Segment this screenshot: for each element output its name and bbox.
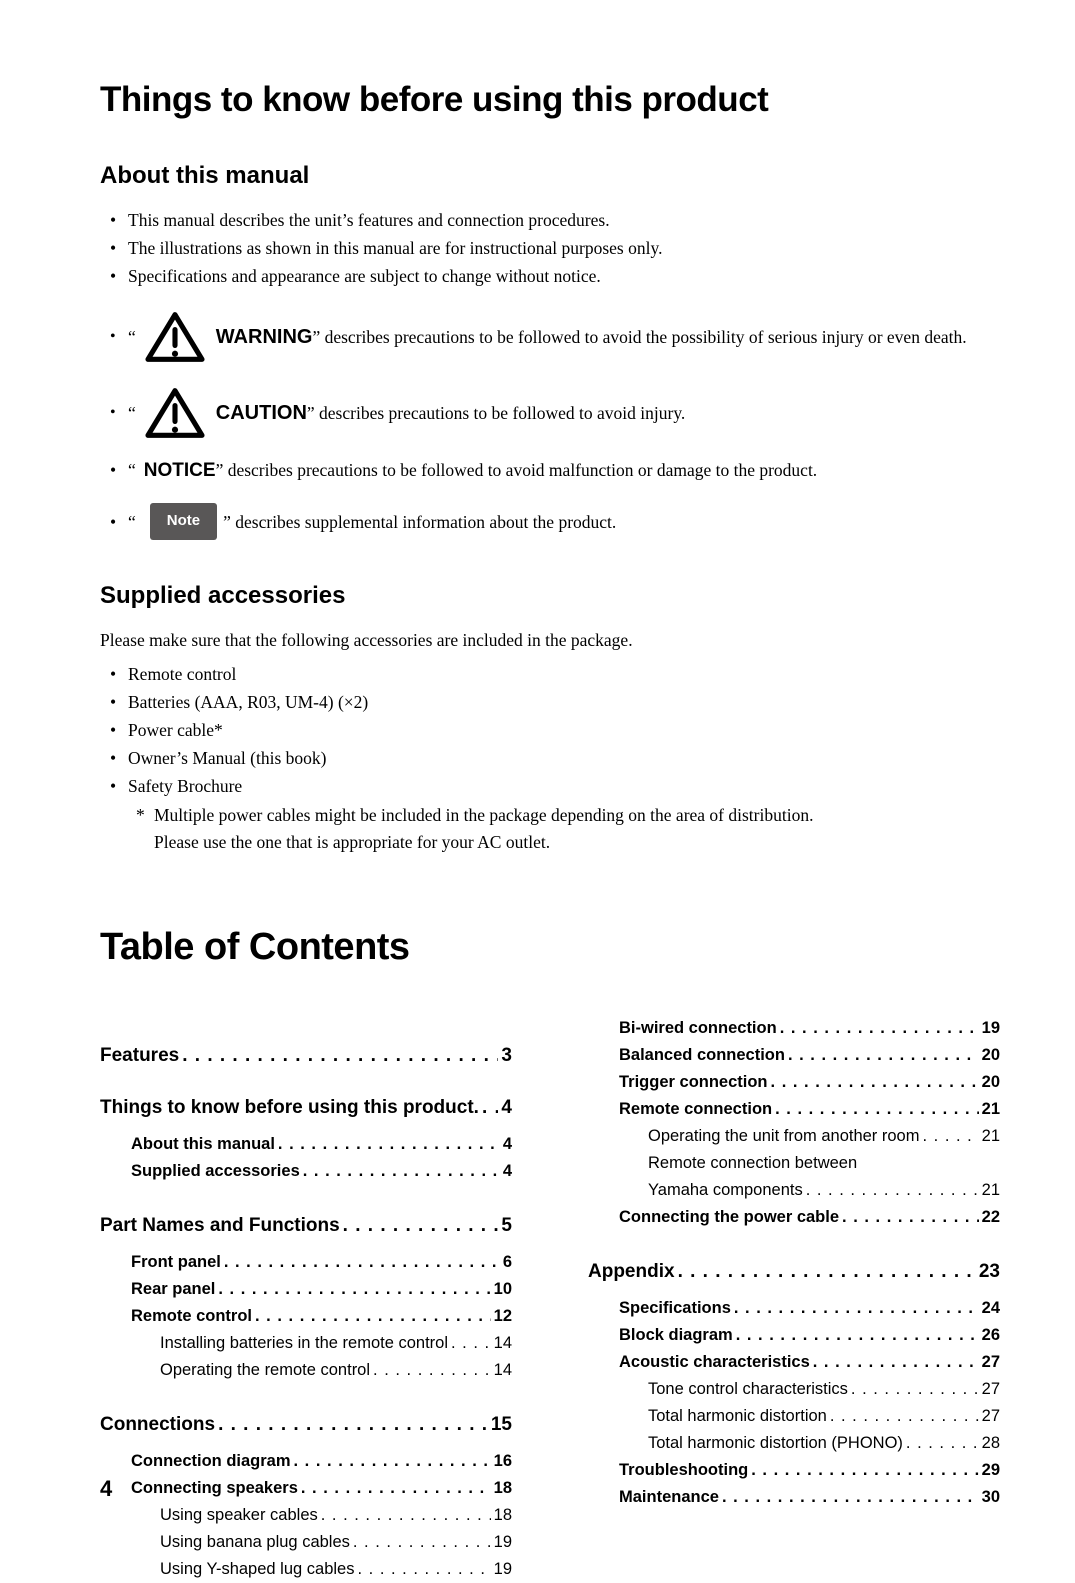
toc-entry-label: Part Names and Functions bbox=[100, 1215, 340, 1236]
toc-entry[interactable] bbox=[100, 1131, 512, 1158]
toc-entry-page: 21 bbox=[981, 1100, 1000, 1118]
toc-entry-label: Using banana plug cables bbox=[160, 1533, 350, 1551]
toc-entry-label: Specifications bbox=[619, 1299, 731, 1317]
bullet-item: • Specifications and appearance are subject to change without notice. bbox=[100, 262, 980, 290]
bullet-item: • Owner’s Manual (this book) bbox=[100, 744, 980, 772]
toc-leader-dots bbox=[678, 1261, 976, 1283]
bullet-marker bbox=[100, 328, 128, 346]
caution-text-wrap bbox=[216, 399, 686, 427]
bullet-marker bbox=[100, 744, 128, 772]
toc-entry-label: Supplied accessories bbox=[131, 1162, 300, 1180]
toc-entry[interactable] bbox=[100, 1097, 512, 1119]
toc-entry[interactable] bbox=[588, 1015, 1000, 1042]
bullet-marker bbox=[100, 206, 128, 234]
warning-label: WARNING bbox=[215, 326, 313, 348]
toc-leader-dots bbox=[301, 1475, 491, 1502]
bullet-marker bbox=[100, 404, 128, 422]
toc-leader-dots bbox=[780, 1015, 979, 1042]
bullet-item: • The illustrations as shown in this manual are for instructional purposes only. bbox=[100, 234, 980, 262]
toc-entry[interactable] bbox=[588, 1150, 1000, 1204]
note-text: ” describes supplemental information about the product. bbox=[223, 511, 617, 532]
toc-entry-label: Connections bbox=[100, 1414, 216, 1435]
toc-entry-label: Maintenance bbox=[619, 1488, 719, 1506]
toc-leader-dots bbox=[842, 1204, 979, 1231]
toc-leader-dots bbox=[788, 1042, 979, 1069]
bullet-marker bbox=[100, 716, 128, 744]
toc-entry-label: Features bbox=[100, 1045, 180, 1066]
toc-entry-page: 21 bbox=[981, 1127, 1000, 1145]
toc-entry-page: 4 bbox=[502, 1135, 512, 1153]
footnote-marker: * bbox=[136, 805, 145, 825]
toc-entry-label: About this manual bbox=[131, 1135, 275, 1153]
accessories-bullet-list bbox=[100, 660, 980, 800]
bullet-item: • Remote control bbox=[100, 660, 980, 688]
toc-entry[interactable] bbox=[588, 1069, 1000, 1096]
open-quote: “ bbox=[128, 511, 136, 532]
toc-entry[interactable] bbox=[588, 1295, 1000, 1322]
toc-leader-dots bbox=[303, 1158, 500, 1185]
toc-entry[interactable] bbox=[588, 1376, 1000, 1403]
toc-entry-preline: Remote connection between bbox=[648, 1154, 858, 1172]
toc-entry[interactable] bbox=[100, 1475, 512, 1502]
notice-text: ” describes precautions to be followed to avoid malfunction or damage to the product. bbox=[215, 460, 818, 480]
accessories-heading: Supplied accessories bbox=[100, 582, 346, 609]
toc-entry-label: Remote connection bbox=[619, 1100, 773, 1118]
caution-triangle-icon bbox=[144, 386, 206, 440]
toc-entry-label: Using speaker cables bbox=[160, 1506, 318, 1524]
toc-leader-dots bbox=[255, 1303, 491, 1330]
caution-text: ” describes precautions to be followed to avoid injury. bbox=[306, 403, 686, 423]
toc-entry[interactable] bbox=[588, 1403, 1000, 1430]
toc-entry-label: Tone control characteristics bbox=[648, 1380, 848, 1398]
accessories-footnote bbox=[100, 802, 980, 856]
toc-entry-label: Appendix bbox=[588, 1261, 675, 1282]
toc-entry-page: 19 bbox=[493, 1533, 512, 1551]
toc-columns bbox=[100, 1015, 1000, 1583]
toc-entry-label: Operating the unit from another room bbox=[648, 1127, 920, 1145]
toc-leader-dots bbox=[357, 1556, 490, 1583]
toc-entry-label: Things to know before using this product. bbox=[100, 1097, 479, 1118]
toc-leader-dots bbox=[218, 1414, 488, 1436]
toc-entry[interactable] bbox=[588, 1430, 1000, 1457]
toc-entry-label: Troubleshooting bbox=[619, 1461, 749, 1479]
bullet-item: • Power cable* bbox=[100, 716, 980, 744]
toc-entry-label: Rear panel bbox=[131, 1280, 216, 1298]
toc-entry-page: 14 bbox=[493, 1334, 512, 1352]
toc-leader-dots bbox=[182, 1045, 498, 1067]
toc-leader-dots bbox=[224, 1249, 500, 1276]
toc-entry-label: Block diagram bbox=[619, 1326, 733, 1344]
toc-entry-page: 20 bbox=[981, 1046, 1000, 1064]
toc-leader-dots bbox=[373, 1357, 491, 1384]
caution-label: CAUTION bbox=[215, 402, 307, 424]
toc-entry-page: 26 bbox=[981, 1326, 1000, 1344]
toc-leader-dots bbox=[294, 1448, 491, 1475]
toc-entry-label: Trigger connection bbox=[619, 1073, 768, 1091]
toc-entry-label: Total harmonic distortion (PHONO) bbox=[648, 1434, 903, 1452]
toc-entry[interactable] bbox=[100, 1556, 512, 1583]
toc-entry-label: Front panel bbox=[131, 1253, 221, 1271]
toc-entry[interactable] bbox=[588, 1484, 1000, 1511]
bullet-marker bbox=[100, 234, 128, 262]
toc-entry-page: 15 bbox=[490, 1414, 512, 1435]
toc-entry-page: 19 bbox=[493, 1560, 512, 1578]
accessories-intro: Please make sure that the following accessories are included in the package. bbox=[100, 630, 633, 650]
toc-entry[interactable] bbox=[588, 1349, 1000, 1376]
toc-entry-page: 18 bbox=[493, 1479, 512, 1497]
bullet-item: • Batteries (AAA, R03, UM-4) (×2) bbox=[100, 688, 980, 716]
toc-column-left bbox=[100, 1015, 512, 1583]
open-quote: “ bbox=[128, 402, 136, 423]
about-heading: About this manual bbox=[100, 162, 310, 189]
toc-leader-dots bbox=[321, 1502, 491, 1529]
toc-leader-dots bbox=[722, 1484, 979, 1511]
bullet-marker bbox=[100, 688, 128, 716]
bullet-item: • Safety Brochure bbox=[100, 772, 980, 800]
toc-entry-label: Balanced connection bbox=[619, 1046, 785, 1064]
warning-text: ” describes precautions to be followed to avoid the possibility of serious injury or even death. bbox=[312, 327, 967, 347]
toc-entry-page: 4 bbox=[501, 1097, 512, 1118]
bullet-marker bbox=[100, 772, 128, 800]
bullet-marker bbox=[100, 508, 128, 536]
toc-entry-page: 21 bbox=[981, 1181, 1000, 1199]
toc-entry[interactable] bbox=[100, 1276, 512, 1303]
toc-leader-dots bbox=[830, 1403, 979, 1430]
toc-entry-label: Acoustic characteristics bbox=[619, 1353, 810, 1371]
toc-entry-label: Installing batteries in the remote control bbox=[160, 1334, 448, 1352]
page-number: 4 bbox=[100, 1476, 113, 1501]
toc-leader-dots bbox=[343, 1215, 499, 1237]
toc-entry-label: Connecting speakers bbox=[131, 1479, 298, 1497]
bullet-marker bbox=[100, 660, 128, 688]
toc-entry[interactable] bbox=[100, 1414, 512, 1436]
toc-leader-dots bbox=[922, 1123, 978, 1150]
toc-entry-label: Using Y-shaped lug cables bbox=[160, 1560, 355, 1578]
toc-entry[interactable] bbox=[100, 1303, 512, 1330]
footnote-text bbox=[154, 802, 813, 856]
toc-leader-dots bbox=[775, 1096, 979, 1123]
toc-entry[interactable] bbox=[588, 1261, 1000, 1283]
about-bullet-list bbox=[100, 206, 980, 290]
note-badge: Note bbox=[150, 503, 217, 540]
toc-entry-page: 23 bbox=[978, 1261, 1000, 1282]
caution-row bbox=[100, 384, 980, 442]
toc-entry-page: 12 bbox=[493, 1307, 512, 1325]
toc-entry[interactable] bbox=[588, 1042, 1000, 1069]
toc-entry-page: 20 bbox=[981, 1073, 1000, 1091]
toc-entry[interactable] bbox=[588, 1123, 1000, 1150]
toc-leader-dots bbox=[451, 1330, 491, 1357]
toc-leader-dots bbox=[813, 1349, 979, 1376]
toc-entry[interactable] bbox=[100, 1502, 512, 1529]
notice-text-wrap bbox=[128, 456, 817, 485]
notice-row bbox=[100, 456, 980, 485]
toc-entry-page: 10 bbox=[493, 1280, 512, 1298]
warning-triangle-icon bbox=[144, 310, 206, 364]
page-title: Things to know before using this product bbox=[100, 80, 769, 119]
toc-leader-dots bbox=[734, 1295, 979, 1322]
note-row bbox=[100, 503, 980, 540]
footnote-line-2: Please use the one that is appropriate for your AC outlet. bbox=[154, 832, 551, 852]
toc-entry[interactable] bbox=[100, 1357, 512, 1384]
toc-entry-page: 18 bbox=[493, 1506, 512, 1524]
toc-entry-label: Connecting the power cable bbox=[619, 1208, 840, 1226]
toc-leader-dots bbox=[482, 1097, 498, 1119]
toc-entry-page: 4 bbox=[502, 1162, 512, 1180]
bullet-marker bbox=[100, 456, 128, 484]
toc-entry-page: 27 bbox=[981, 1407, 1000, 1425]
toc-leader-dots bbox=[736, 1322, 979, 1349]
toc-leader-dots bbox=[771, 1069, 979, 1096]
toc-entry-page: 5 bbox=[501, 1215, 512, 1236]
toc-entry-page: 27 bbox=[981, 1380, 1000, 1398]
warning-text-wrap bbox=[216, 323, 967, 351]
toc-entry-page: 27 bbox=[981, 1353, 1000, 1371]
toc-entry-label: Remote control bbox=[131, 1307, 253, 1325]
toc-title: Table of Contents bbox=[100, 926, 410, 968]
toc-leader-dots bbox=[278, 1131, 500, 1158]
toc-entry-label: Connection diagram bbox=[131, 1452, 291, 1470]
open-quote: “ bbox=[128, 326, 136, 347]
toc-entry[interactable] bbox=[100, 1249, 512, 1276]
toc-entry-page: 30 bbox=[981, 1488, 1000, 1506]
bullet-marker bbox=[100, 262, 128, 290]
toc-entry[interactable] bbox=[588, 1096, 1000, 1123]
toc-entry-page: 16 bbox=[493, 1452, 512, 1470]
toc-entry-page: 29 bbox=[981, 1461, 1000, 1479]
toc-column-right bbox=[588, 1015, 1000, 1583]
toc-entry-label: Bi-wired connection bbox=[619, 1019, 777, 1037]
toc-entry[interactable] bbox=[588, 1322, 1000, 1349]
toc-entry[interactable] bbox=[100, 1529, 512, 1556]
toc-entry-label: Yamaha components bbox=[648, 1181, 803, 1199]
toc-leader-dots bbox=[906, 1430, 979, 1457]
toc-entry-page: 19 bbox=[981, 1019, 1000, 1037]
toc-entry[interactable] bbox=[100, 1045, 512, 1067]
toc-entry-label: Operating the remote control bbox=[160, 1361, 371, 1379]
footnote-line-1: Multiple power cables might be included in the package depending on the area of distribution. bbox=[154, 805, 814, 825]
toc-entry-page: 28 bbox=[981, 1434, 1000, 1452]
toc-entry[interactable] bbox=[588, 1204, 1000, 1231]
notice-label: NOTICE bbox=[143, 460, 216, 481]
toc-entry-page: 6 bbox=[502, 1253, 512, 1271]
toc-entry[interactable] bbox=[588, 1457, 1000, 1484]
toc-entry[interactable] bbox=[100, 1158, 512, 1185]
toc-entry[interactable] bbox=[100, 1215, 512, 1237]
toc-entry-page: 22 bbox=[981, 1208, 1000, 1226]
open-quote: “ bbox=[128, 460, 136, 480]
toc-leader-dots bbox=[218, 1276, 490, 1303]
toc-entry[interactable] bbox=[100, 1448, 512, 1475]
toc-leader-dots bbox=[353, 1529, 491, 1556]
toc-entry-page: 14 bbox=[493, 1361, 512, 1379]
toc-entry-page: 3 bbox=[501, 1045, 512, 1066]
warning-row bbox=[100, 308, 980, 366]
bullet-item: • This manual describes the unit’s features and connection procedures. bbox=[100, 206, 980, 234]
toc-leader-dots bbox=[806, 1177, 979, 1204]
toc-entry-page: 24 bbox=[981, 1299, 1000, 1317]
toc-entry[interactable] bbox=[100, 1330, 512, 1357]
toc-leader-dots bbox=[751, 1457, 978, 1484]
toc-entry-label: Total harmonic distortion bbox=[648, 1407, 827, 1425]
toc-leader-dots bbox=[851, 1376, 979, 1403]
